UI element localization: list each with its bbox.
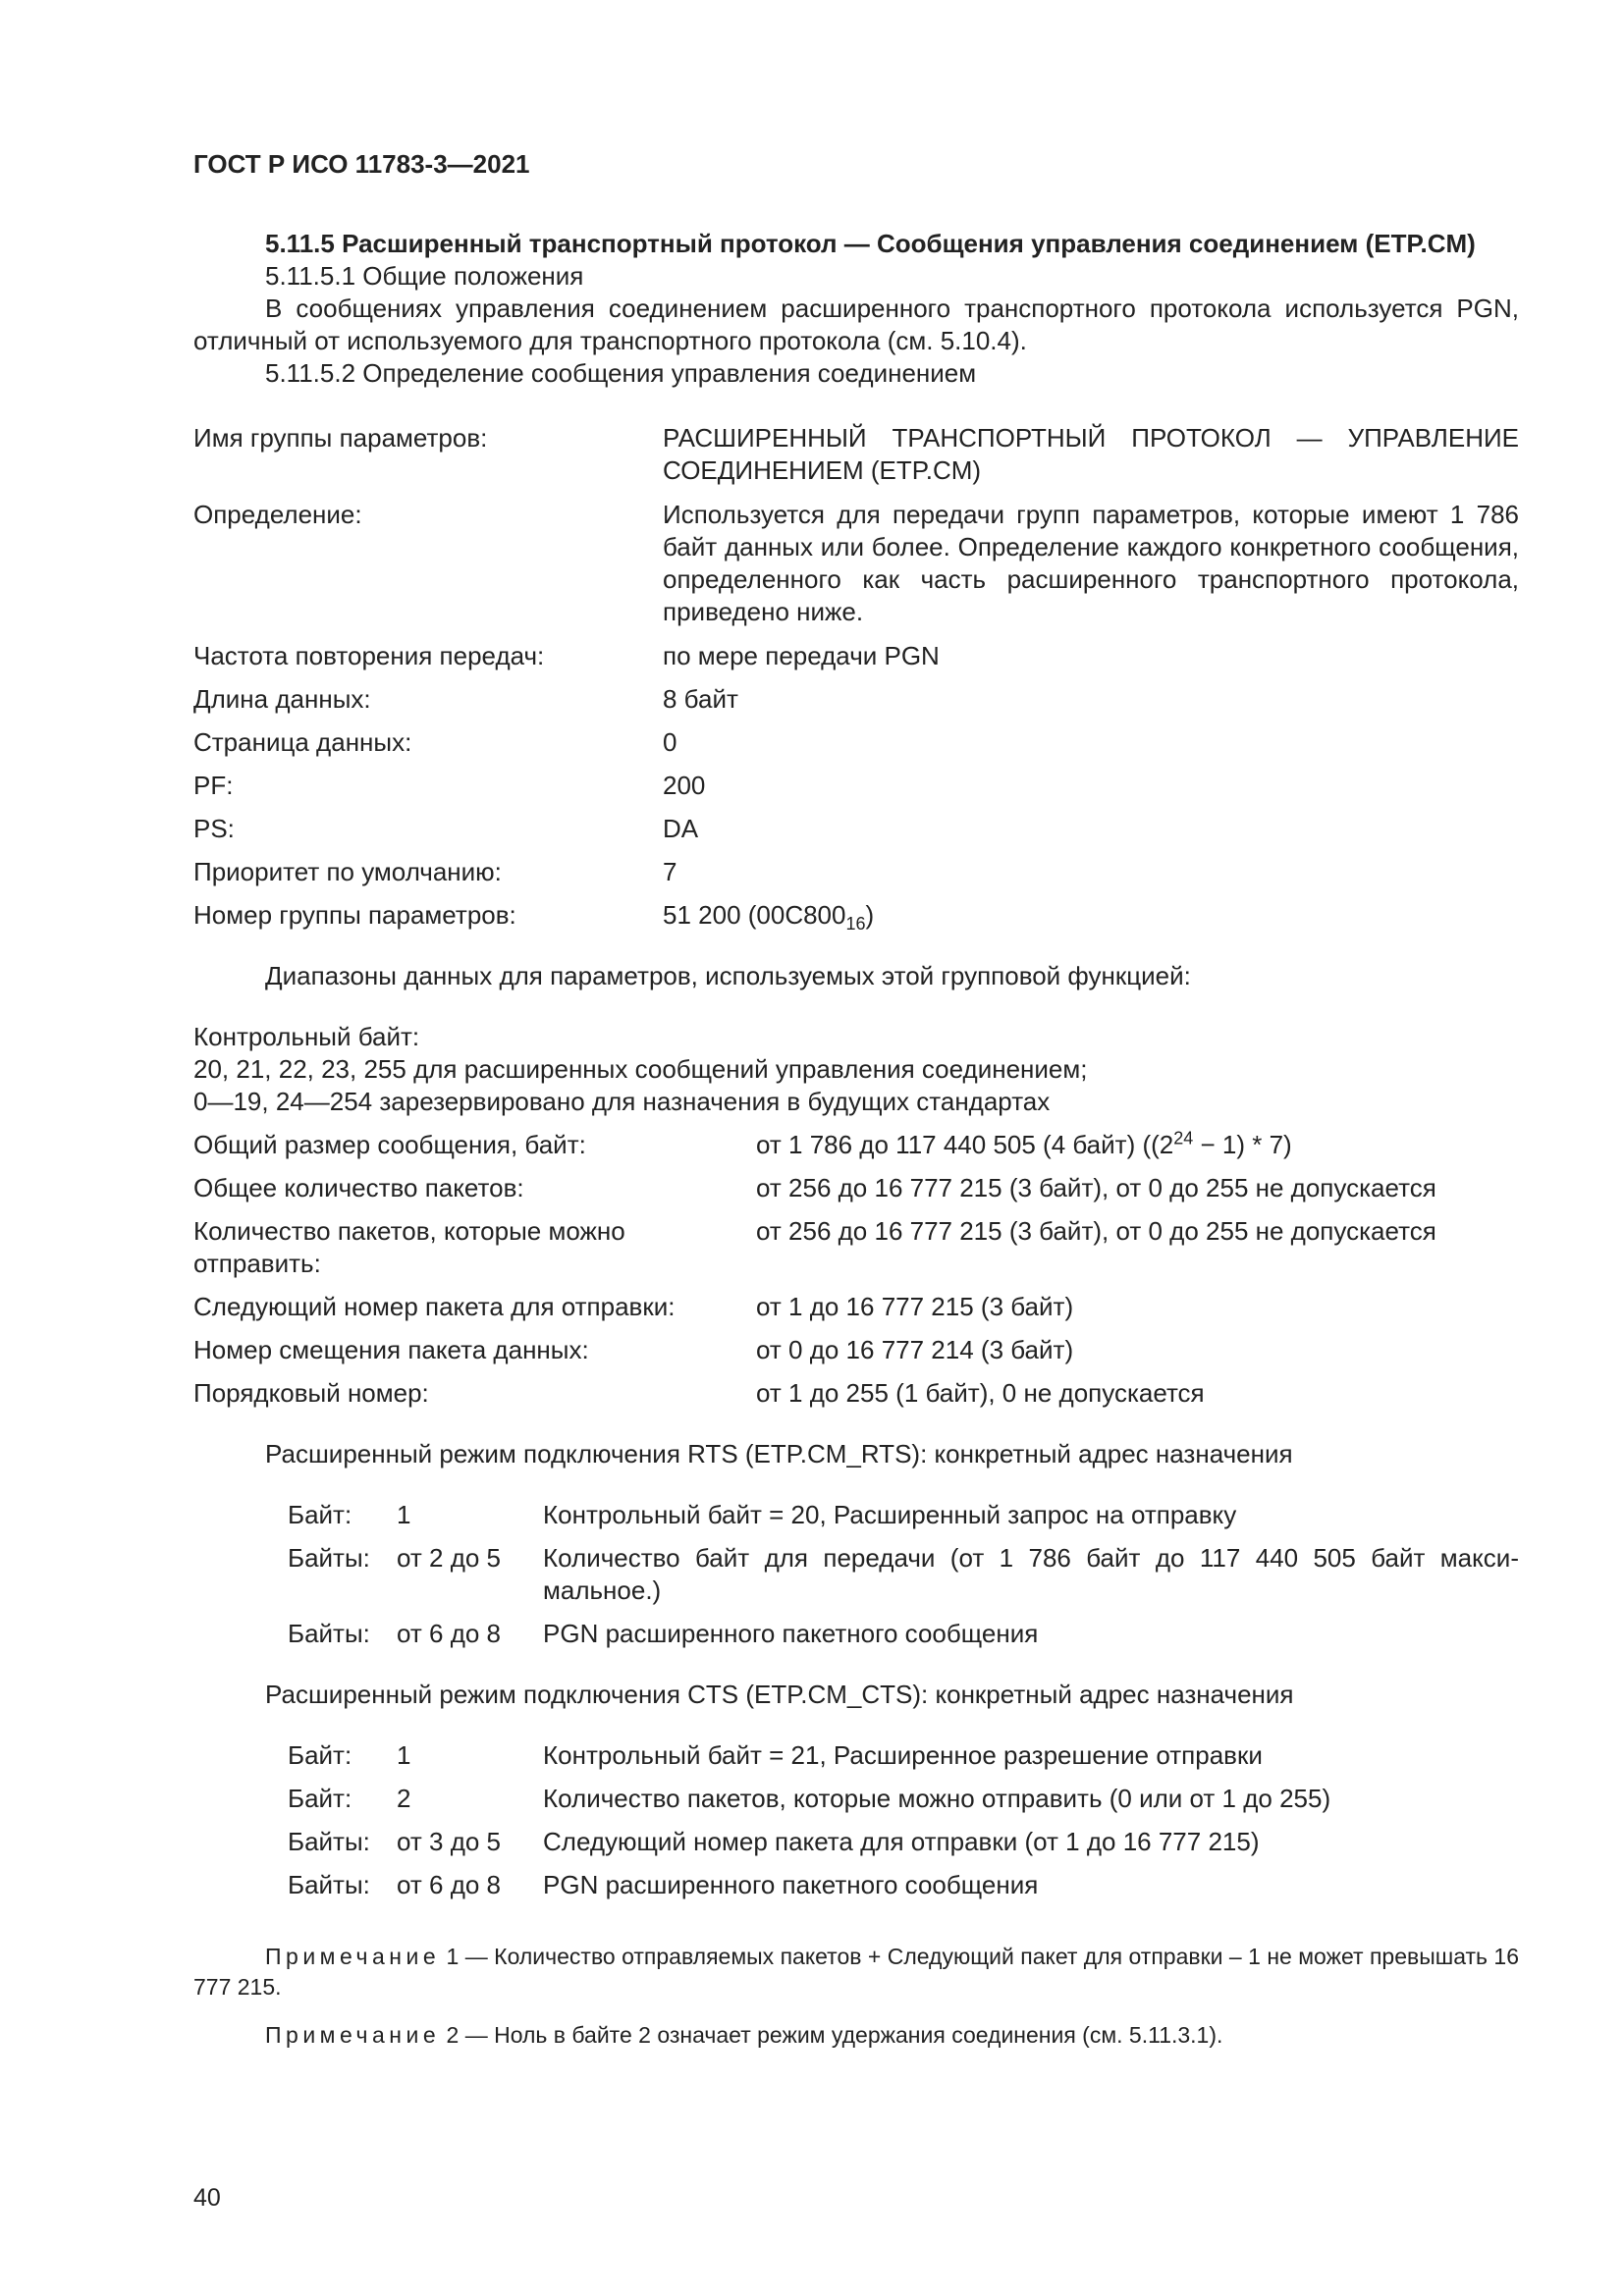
def-row-value: по мере передачи PGN — [663, 641, 940, 670]
byte-description: Следующий номер пакета для отправки (от 1 до 16 777 215) — [543, 1827, 1260, 1856]
range-row-label: Порядковый номер: — [193, 1378, 429, 1408]
byte-number: 1 — [397, 1740, 411, 1770]
intro-paragraph: В сообщениях управления соединением расширенного транспортного протокола используется PGN, отличный от используемого для транспортного протокола (см. 5.10.4). — [193, 294, 1519, 355]
byte-kind: Байты: — [288, 1543, 370, 1573]
byte-description: Контрольный байт = 20, Расширенный запрос на отправку — [543, 1500, 1237, 1529]
def-row-value: 200 — [663, 771, 706, 800]
cts-title: Расширенный режим подключения CTS (ETP.CM_CTS): конкретный адрес назначения — [265, 1680, 1294, 1709]
page-number: 40 — [193, 2184, 221, 2212]
def-row-value: 7 — [663, 857, 677, 886]
range-row-value: от 256 до 16 777 215 (3 байт), от 0 до 255 не допускается — [756, 1173, 1436, 1202]
range-row-value: от 0 до 16 777 214 (3 байт) — [756, 1335, 1074, 1364]
range-row-label: Общий размер сообщения, байт: — [193, 1130, 586, 1159]
byte-number: 2 — [397, 1784, 411, 1813]
def-row-label: Приоритет по умолчанию: — [193, 857, 502, 886]
byte-number: от 6 до 8 — [397, 1619, 502, 1648]
byte-number: от 6 до 8 — [397, 1870, 502, 1899]
subsection-title-2: 5.11.5.2 Определение сообщения управления соединением — [265, 358, 977, 388]
range-row-value: от 1 до 16 777 215 (3 байт) — [756, 1292, 1074, 1321]
range-row-label: Количество пакетов, которые можно отправить: — [193, 1216, 625, 1278]
byte-kind: Байты: — [288, 1827, 370, 1856]
range-row-label: Следующий номер пакета для отправки: — [193, 1292, 676, 1321]
control-byte-label: Контрольный байт: — [193, 1022, 420, 1051]
byte-description: Количество пакетов, которые можно отправить (0 или от 1 до 255) — [543, 1784, 1331, 1813]
range-row-label: Общее количество пакетов: — [193, 1173, 524, 1202]
byte-kind: Байты: — [288, 1870, 370, 1899]
ranges-intro: Диапазоны данных для параметров, используемых этой групповой функцией: — [265, 961, 1191, 990]
def-row-label: Длина данных: — [193, 684, 371, 714]
range-row-value: от 1 786 до 117 440 505 (4 байт) $((2^{24} - 1) * 7)$ — [756, 1128, 1292, 1159]
range-row-value: от 1 до 255 (1 байт), 0 не допускается — [756, 1378, 1205, 1408]
section-heading: 5.11.5 Расширенный транспортный протокол — Сообщения управления соединением (ETP.CM) — [265, 229, 1476, 258]
def-row-label: PF: — [193, 771, 234, 800]
control-byte-line-2: 0—19, 24—254 зарезервировано для назначения в будущих стандартах — [193, 1087, 1051, 1116]
note-2: Примечание 2 — Ноль в байте 2 означает режим удержания соединения (см. 5.11.3.1). — [265, 2022, 1223, 2048]
def-row-label: PS: — [193, 814, 235, 843]
def-row-label: Частота повторения передач: — [193, 641, 545, 670]
range-row-value: от 256 до 16 777 215 (3 байт), от 0 до 255 не допускается — [756, 1216, 1436, 1246]
def-row-label: Страница данных: — [193, 727, 412, 757]
byte-number: от 3 до 5 — [397, 1827, 502, 1856]
def-row-value: 0 — [663, 727, 677, 757]
byte-kind: Байт: — [288, 1500, 352, 1529]
def-name-value: РАСШИРЕННЫЙ ТРАНСПОРТНЫЙ ПРОТОКОЛ — УПРАВЛЕНИЕ СОЕДИНЕНИЕМ (ETP.CM) — [663, 423, 1519, 485]
def-definition-value: Используется для передачи групп параметров, которые имеют 1 786 байт данных или более. Определение каждого конкретного сообщения, определенного как часть расширенного транспортного протокола, приведено ниже. — [663, 500, 1519, 626]
byte-kind: Байты: — [288, 1619, 370, 1648]
def-definition-label: Определение: — [193, 500, 362, 529]
def-pgn-value: 51 200 $(00C800_{16})$ — [663, 900, 875, 934]
def-pgn-label: Номер группы параметров: — [193, 900, 516, 930]
subsection-title-1: 5.11.5.1 Общие положения — [265, 261, 584, 291]
byte-description: Контрольный байт = 21, Расширенное разрешение отправки — [543, 1740, 1263, 1770]
def-row-value: DA — [663, 814, 699, 843]
byte-kind: Байт: — [288, 1784, 352, 1813]
byte-number: 1 — [397, 1500, 411, 1529]
byte-kind: Байт: — [288, 1740, 352, 1770]
note-1: Примечание 1 — Количество отправляемых пакетов + Следующий пакет для отправки – 1 не может превышать 16 777 215. — [193, 1944, 1519, 2000]
byte-number: от 2 до 5 — [397, 1543, 502, 1573]
byte-description: PGN расширенного пакетного сообщения — [543, 1870, 1039, 1899]
range-row-label: Номер смещения пакета данных: — [193, 1335, 589, 1364]
byte-description: PGN расширенного пакетного сообщения — [543, 1619, 1039, 1648]
def-name-label: Имя группы параметров: — [193, 423, 488, 453]
rts-title: Расширенный режим подключения RTS (ETP.CM_RTS): конкретный адрес назначения — [265, 1439, 1293, 1468]
def-row-value: 8 байт — [663, 684, 738, 714]
control-byte-line-1: 20, 21, 22, 23, 255 для расширенных сообщений управления соединением; — [193, 1054, 1088, 1084]
standard-header: ГОСТ Р ИСО 11783-3—2021 — [193, 149, 530, 179]
byte-description: Количество байт для передачи (от 1 786 байт до 117 440 505 байт макси-мальное.) — [543, 1543, 1519, 1605]
